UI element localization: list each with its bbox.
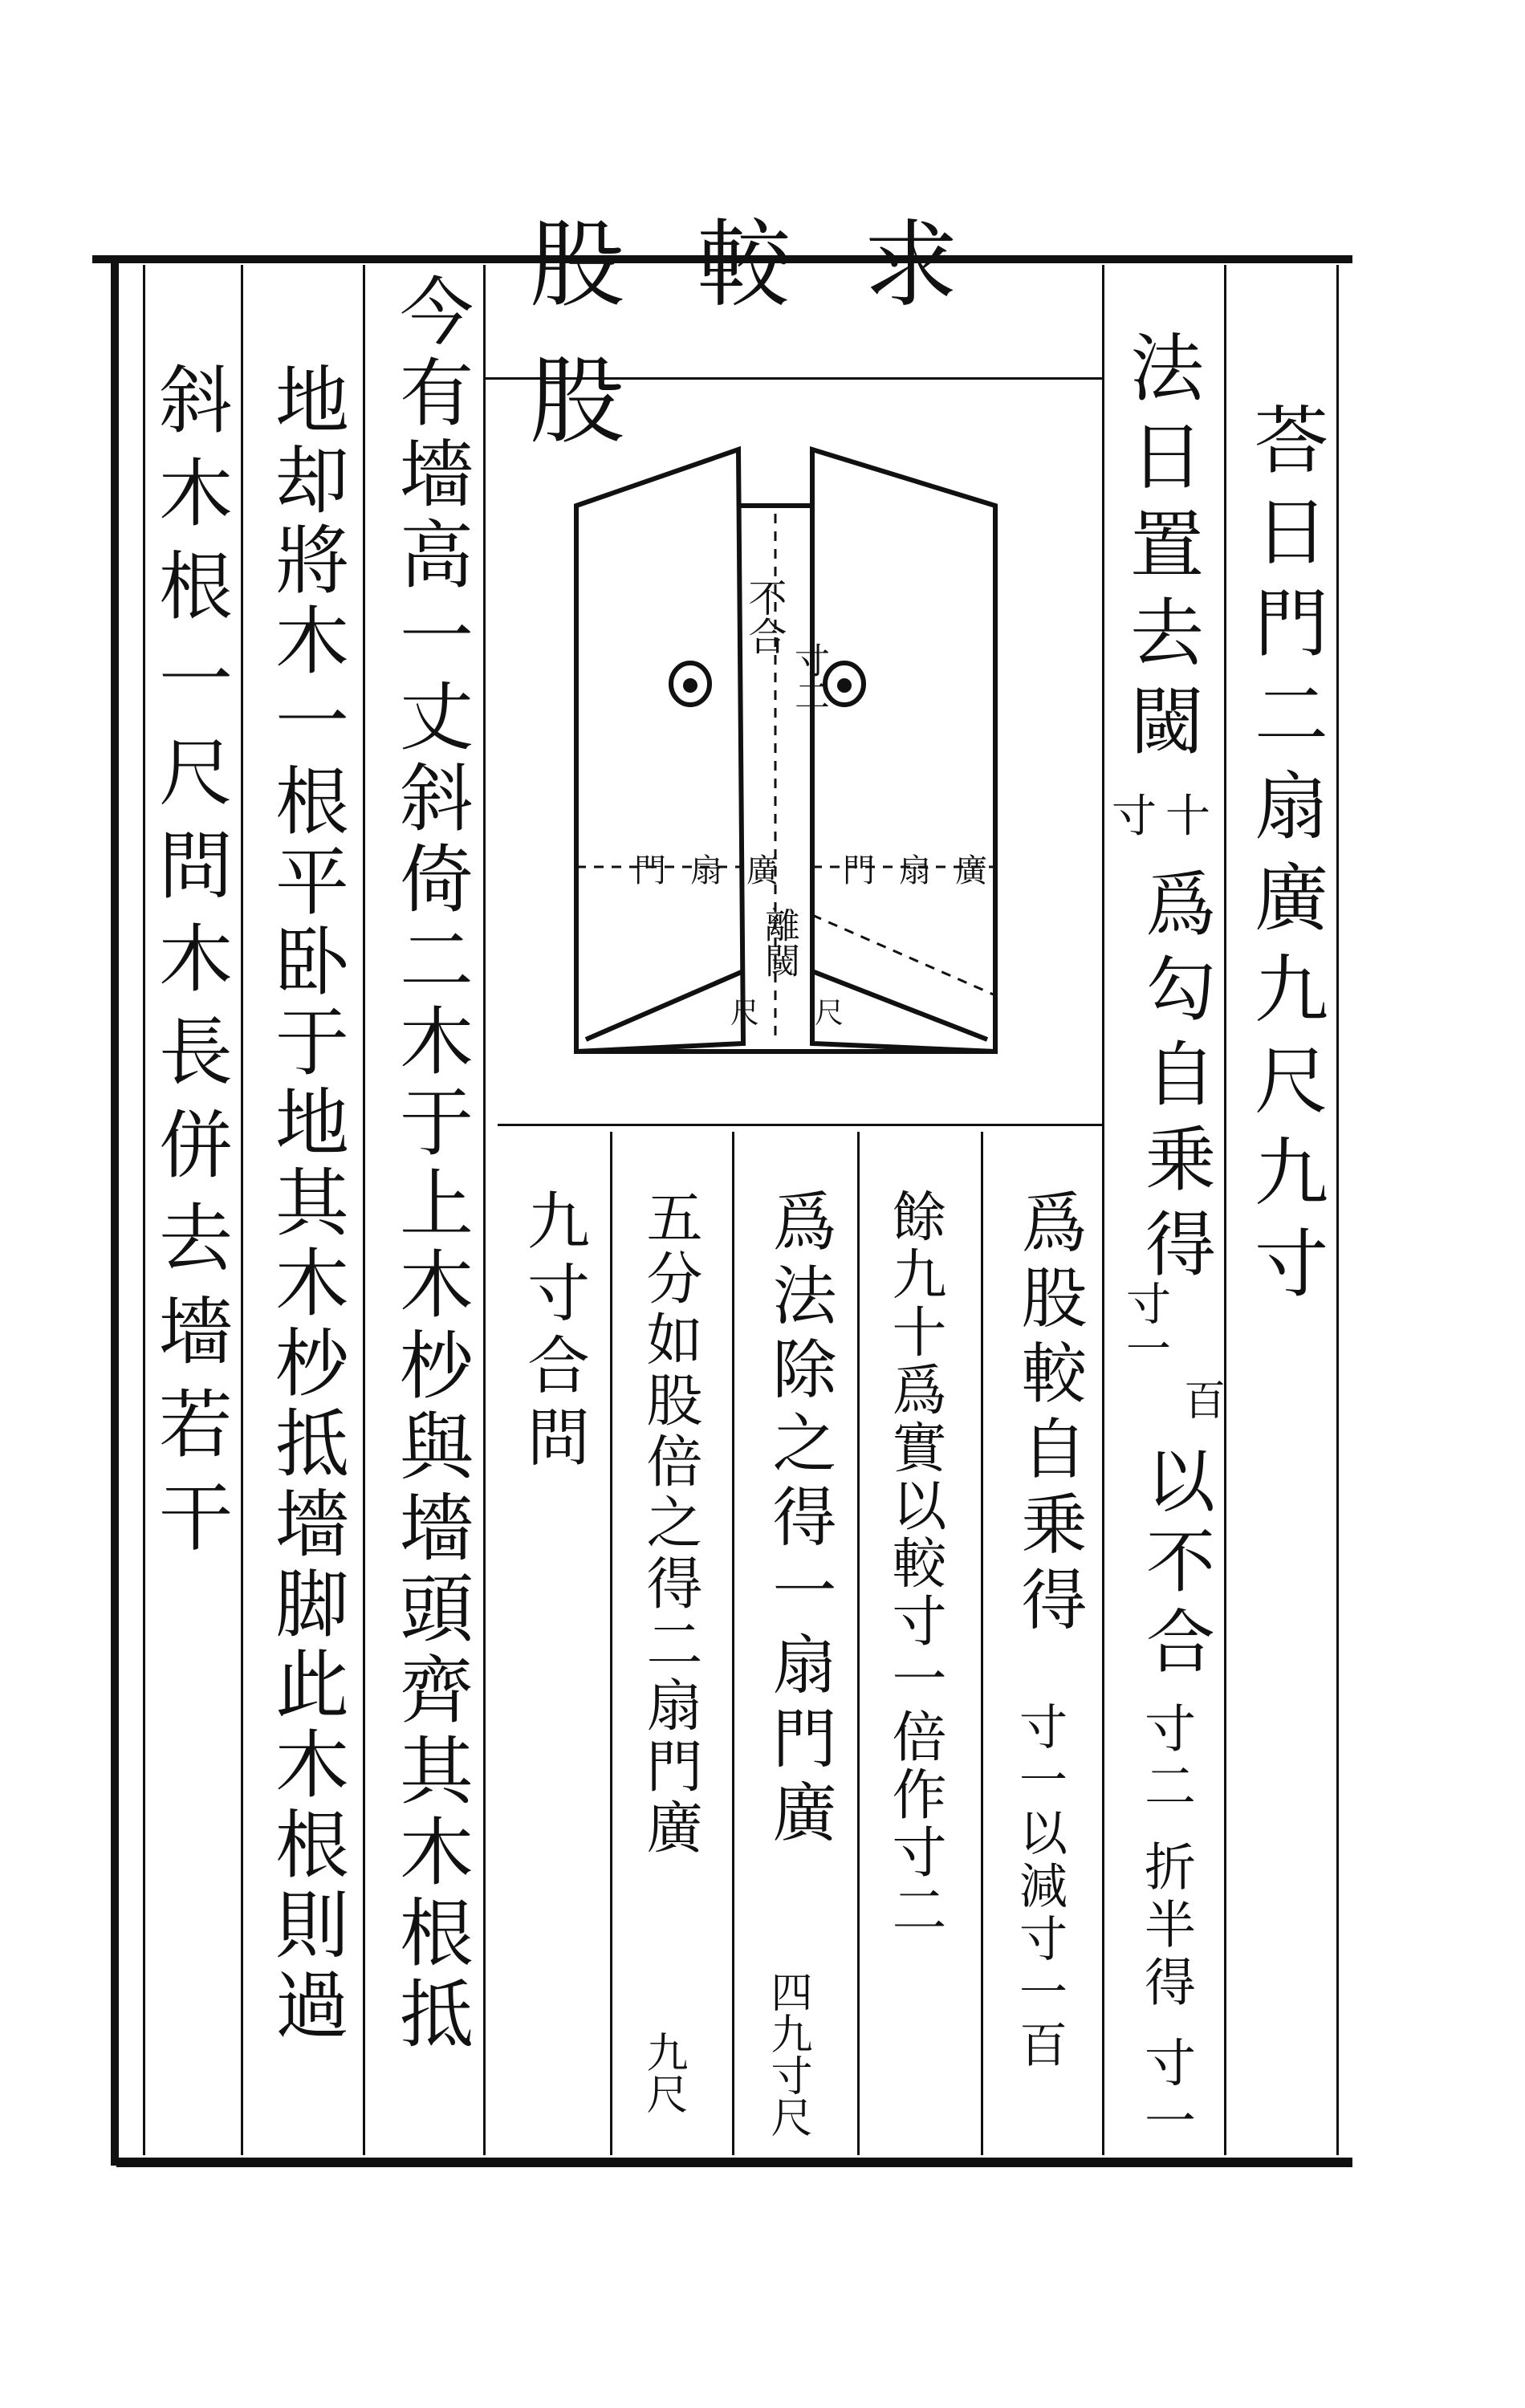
column-rule [143,265,145,2155]
method-notes-b: 寸二 折半得 寸一 [1136,1702,1195,2152]
page-title [530,209,1092,457]
column-rule [1224,265,1226,2155]
question-line-3: 斜木根一尺問木長併去墻若干 [147,361,233,1572]
method-note: 寸一 [1119,1280,1171,1370]
right-knocker-icon [825,663,864,705]
column-rule [241,265,243,2155]
border-left [111,255,119,2166]
diagram-center-value: 寸二 [788,642,829,713]
column-rule [1336,265,1339,2155]
right-door-leaf [812,449,995,1051]
calc-note-wu: 九尺 [639,2031,687,2114]
left-knocker-icon [671,663,710,705]
diagram-threshold-label: 離閾 [758,907,799,978]
diagram-value-left: 尺 [730,997,760,1030]
calc-notes-gou: 寸一以減寸一百 [1011,1702,1068,2072]
diagram-center-label: 不合 [742,578,787,655]
column-rule [483,265,486,2155]
answer-column: 荅日門二扇廣九尺九寸 [1242,401,1328,1316]
column-rule [1102,265,1104,2155]
calc-column-wei: 爲法除之得一扇門廣 [762,1188,836,1853]
method-note: 十 [1165,791,1210,843]
calc-column-wu: 五分如股倍之得二扇門廣 [637,1188,703,1859]
diagram-underline [498,1124,1104,1126]
calc-column-jiu: 九寸合問 [517,1188,589,1477]
lower-rule [857,1132,860,2155]
method-note: 寸 [1112,791,1157,843]
lower-rule [981,1132,983,2155]
question-line-2: 地却將木一根平卧于地其木杪抵墻脚此木根則過 [263,361,349,2047]
diagram-right-label: 門扇廣 [843,852,1011,889]
calc-column-yu: 餘九十爲實以較寸一倍作寸二 [883,1188,946,1939]
left-door-leaf [576,449,743,1051]
lower-rule [610,1132,612,2155]
calc-column-gou: 爲股較自乗得 [1011,1188,1087,1641]
calc-note-wei: 四九寸尺 [763,1971,811,2138]
border-bottom [116,2158,1352,2167]
diagram-value-right: 尺 [815,997,844,1030]
lower-rule [732,1132,734,2155]
column-rule [363,265,365,2155]
question-line-1: 今有墻高一丈斜倚二木于上木杪與墻頭齊其木根抵 [388,273,474,2056]
threshold-diagonal [586,971,743,1039]
method-column-a: 爲勾自乗得 [1134,867,1217,1292]
method-note: 百 [1184,1377,1226,1426]
method-column-b: 以不合 [1134,1445,1214,1686]
title-text: 股較求股 [530,209,1031,457]
method-column-head: 法日置去閾 [1118,329,1204,771]
diagram-left-label: 門扇廣 [634,852,803,889]
